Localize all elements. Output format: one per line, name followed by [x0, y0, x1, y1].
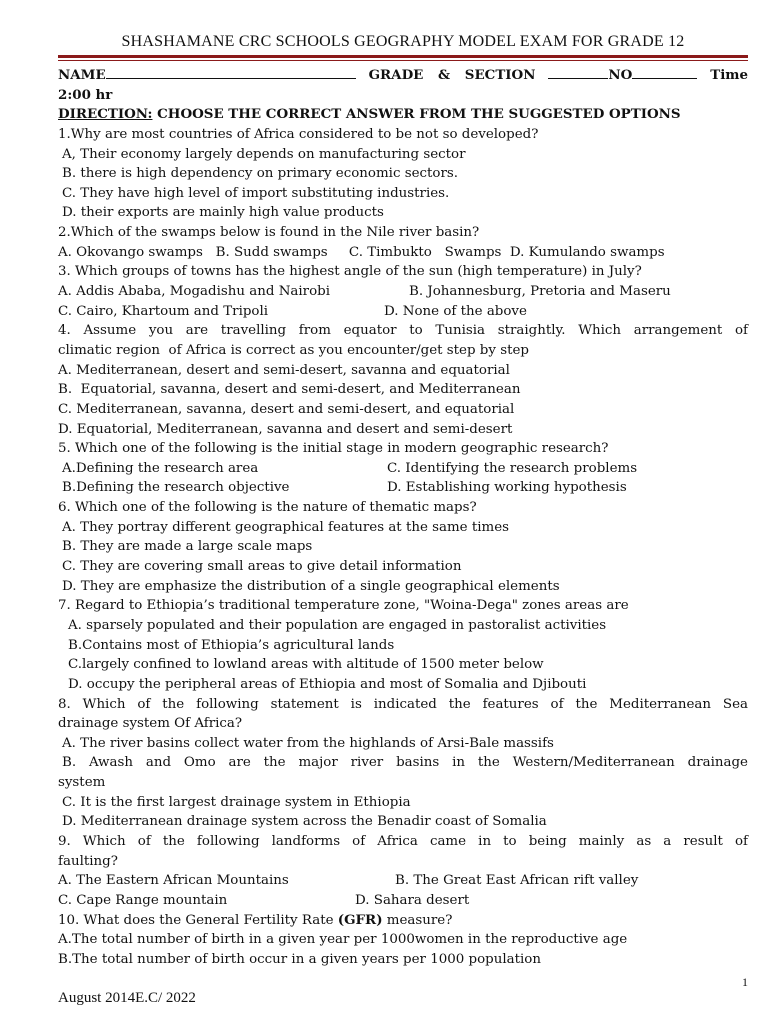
- question-8-option-d: D. Mediterranean drainage system across the Benadir coast of Somalia: [62, 814, 547, 830]
- no-blank-left: [548, 66, 608, 79]
- question-8-stem-line2: drainage system Of Africa?: [58, 716, 243, 732]
- time-label: Time: [710, 67, 748, 83]
- question-3-option-a: A. Addis Ababa, Mogadishu and Nairobi: [58, 284, 330, 300]
- question-8-option-b-line1: B. Awash and Omo are the major river basins in the Western/Mediterranean drainage: [62, 755, 748, 771]
- question-8-stem-line1: 8. Which of the following statement is indicated the features of the Mediterranean Sea: [58, 696, 748, 712]
- question-6-option-c: C. They are covering small areas to give detail information: [62, 559, 462, 575]
- page-number: 1: [742, 975, 748, 989]
- question-8-option-a: A. The river basins collect water from the highlands of Arsi-Bale massifs: [62, 735, 554, 751]
- question-10-option-b: B.The total number of birth occur in a given years per 1000 population: [58, 951, 541, 967]
- question-3-option-b: B. Johannesburg, Pretoria and Maseru: [409, 284, 671, 300]
- question-5-options-bd: [58, 478, 748, 498]
- question-3-options-cd: [58, 302, 748, 322]
- question-9-stem-line1: 9. Which of the following landforms of Africa came in to being mainly as a result of: [58, 833, 748, 849]
- question-10-option-a: A.The total number of birth in a given year per 1000women in the reproductive age: [58, 932, 628, 948]
- question-3-option-c: C. Cairo, Khartoum and Tripoli: [58, 303, 269, 319]
- question-7-option-a: A. sparsely populated and their population are engaged in pastoralist activities: [68, 617, 607, 633]
- question-10-stem: [58, 911, 748, 931]
- question-9-option-b: B. The Great East African rift valley: [395, 873, 639, 889]
- question-6-stem: 6. Which one of the following is the nature of thematic maps?: [58, 500, 477, 516]
- question-1-option-c: C. They have high level of import substituting industries.: [62, 185, 450, 201]
- question-4-stem-line1: 4. Assume you are travelling from equator to Tunisia straightly. Which arrangement of: [58, 323, 748, 339]
- question-7-option-b: B.Contains most of Ethiopia’s agricultural lands: [68, 637, 395, 653]
- question-2-options: A. Okovango swamps B. Sudd swamps C. Timbukto Swamps D. Kumulando swamps: [58, 244, 665, 260]
- question-9-options-ab: [58, 871, 748, 891]
- question-3-option-d: D. None of the above: [384, 303, 527, 319]
- question-10-stem-end: measure?: [382, 912, 453, 928]
- student-info-row: [58, 66, 748, 86]
- direction-label: DIRECTION:: [58, 106, 153, 123]
- question-9-option-d: D. Sahara desert: [355, 892, 470, 908]
- question-5-option-a: A.Defining the research area: [62, 460, 259, 476]
- footer-date: August 2014E.C/ 2022: [58, 990, 196, 1006]
- question-7-option-d: D. occupy the peripheral areas of Ethiopia and most of Somalia and Djibouti: [68, 676, 587, 692]
- question-6-option-b: B. They are made a large scale maps: [62, 539, 313, 555]
- question-3-stem: 3. Which groups of towns has the highest angle of the sun (high temperature) in July?: [58, 264, 642, 280]
- question-5-options-ac: [58, 459, 748, 479]
- question-7-option-c: C.largely confined to lowland areas with altitude of 1500 meter below: [68, 657, 544, 673]
- question-4-option-a: A. Mediterranean, desert and semi-desert, savanna and equatorial: [58, 362, 510, 378]
- question-1-stem: 1.Why are most countries of Africa considered to be not so developed?: [58, 126, 539, 142]
- time-value: 2:00 hr: [58, 86, 113, 103]
- question-1-option-b: B. there is high dependency on primary economic sectors.: [62, 166, 458, 182]
- question-9-options-cd: [58, 891, 748, 911]
- direction-text: CHOOSE THE CORRECT ANSWER FROM THE SUGGESTED OPTIONS: [152, 106, 681, 123]
- exam-body: [58, 66, 748, 969]
- name-blank: [106, 66, 356, 79]
- header-rule-thin: [58, 60, 748, 61]
- exam-title: SHASHAMANE CRC SCHOOLS GEOGRAPHY MODEL EXAM FOR GRADE 12: [121, 33, 685, 50]
- question-1-option-a: A, Their economy largely depends on manufacturing sector: [62, 146, 466, 162]
- question-10-stem-start: 10. What does the General Fertility Rate: [58, 912, 338, 928]
- question-3-options-ab: [58, 282, 748, 302]
- question-5-option-c: C. Identifying the research problems: [387, 460, 638, 476]
- question-5-option-b: B.Defining the research objective: [62, 480, 290, 496]
- question-5-stem: 5. Which one of the following is the initial stage in modern geographic research?: [58, 441, 609, 457]
- question-4-option-b: B. Equatorial, savanna, desert and semi-desert, and Mediterranean: [58, 382, 521, 398]
- question-6-option-a: A. They portray different geographical features at the same times: [62, 519, 510, 535]
- question-9-option-a: A. The Eastern African Mountains: [58, 873, 289, 889]
- question-9-option-c: C. Cape Range mountain: [58, 892, 228, 908]
- question-5-option-d: D. Establishing working hypothesis: [387, 480, 627, 496]
- question-6-option-d: D. They are emphasize the distribution of a single geographical elements: [62, 578, 560, 594]
- direction-line: [58, 105, 748, 125]
- question-10-stem-abbreviation: (GFR): [337, 911, 383, 928]
- no-label: NO: [608, 67, 633, 83]
- question-8-option-b-line2: system: [58, 775, 106, 791]
- question-4-option-c: C. Mediterranean, savanna, desert and semi-desert, and equatorial: [58, 401, 515, 417]
- question-2-stem: 2.Which of the swamps below is found in the Nile river basin?: [58, 225, 480, 241]
- header-rule-thick: [58, 55, 748, 58]
- grade-section-label: GRADE & SECTION: [368, 67, 536, 83]
- question-1-option-d: D. their exports are mainly high value products: [62, 205, 384, 221]
- question-4-option-d: D. Equatorial, Mediterranean, savanna and desert and semi-desert: [58, 421, 513, 437]
- no-blank-right: [632, 66, 697, 79]
- question-4-stem-line2: climatic region of Africa is correct as you encounter/get step by step: [58, 342, 529, 358]
- question-8-option-c: C. It is the first largest drainage system in Ethiopia: [62, 794, 411, 810]
- question-9-stem-line2: faulting?: [58, 853, 118, 869]
- question-7-stem: 7. Regard to Ethiopia’s traditional temperature zone, "Woina-Dega" zones areas are: [58, 598, 629, 614]
- name-label: NAME: [58, 67, 106, 83]
